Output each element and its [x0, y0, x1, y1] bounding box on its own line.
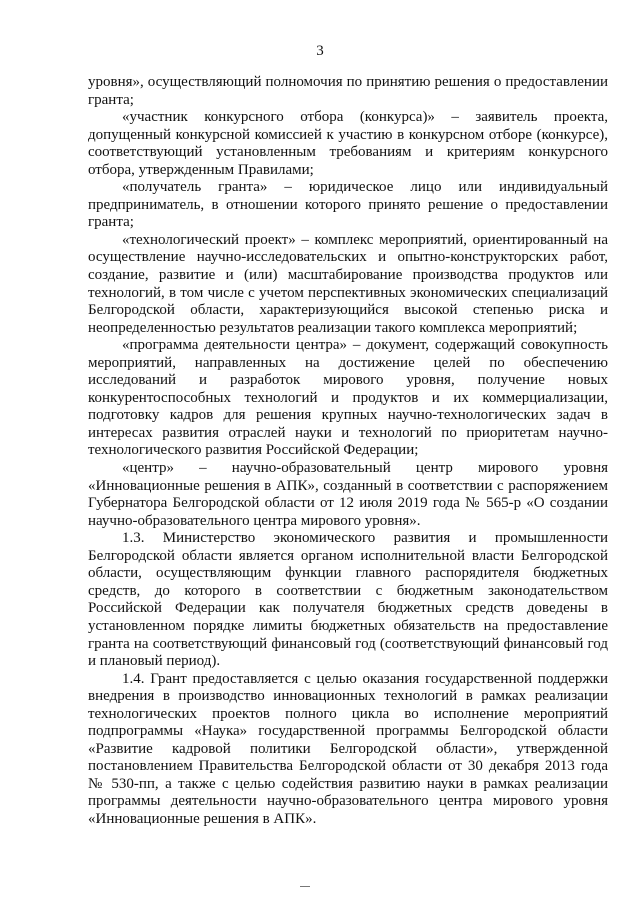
- paragraph-grant-recipient-definition: «получатель гранта» – юридическое лицо или индивидуальный предприниматель, в отношении которого принято решение о предоставлении гранта;: [88, 179, 608, 231]
- page-number: 3: [316, 43, 324, 59]
- paragraph-section-1-4: 1.4. Грант предоставляется с целью оказания государственной поддержки внедрения в производство инновационных технологий в рамках реализации технологических проектов полного цикла во исполнение мероприятий подпрограммы «Наука» государственной программы Белгородской области «Развитие кадровой политики Белгородской области», утвержденной постановлением Правительства Белгородской области от 30 декабря 2013 года № 530-пп, а также с целью содействия развитию науки в рамках реализации программы деятельности научно-образовательного центра мирового уровня «Инновационные решения в АПК».: [88, 670, 608, 827]
- paragraph-technology-project-definition: «технологический проект» – комплекс мероприятий, ориентированный на осуществление научно-исследовательских и опытно-конструкторских работ, создание, развитие и (или) масштабирование производства продуктов или технологий, в том числе с учетом перспективных экономических специализаций Белгородской области, характеризующийся высокой степенью риска и неопределенностью результатов реализации такого комплекса мероприятий;: [88, 231, 608, 336]
- paragraph-section-1-3: 1.3. Министерство экономического развития и промышленности Белгородской области является органом исполнительной власти Белгородской области, осуществляющим функции главного распорядителя бюджетных средств, до которого в соответствии с бюджетным законодательством Российской Федерации как получателя бюджетных средств доведены в установленном порядке лимиты бюджетных обязательств на предоставление гранта на соответствующий финансовый год (соответствующий финансовый год и плановый период).: [88, 530, 608, 670]
- paragraph-contest-participant-definition: «участник конкурсного отбора (конкурса)» – заявитель проекта, допущенный конкурсной комиссией к участию в конкурсном отборе (конкурсе), соответствующий установленным требованиям и критериям конкурсного отбора, утвержденным Правилами;: [88, 109, 608, 178]
- document-body: [88, 74, 608, 829]
- paragraph-center-definition: «центр» – научно-образовательный центр мирового уровня «Инновационные решения в АПК», созданный в соответствии с распоряжением Губернатора Белгородской области от 12 июля 2019 года № 565-р «О создании научно-образовательного центра мирового уровня».: [88, 460, 608, 529]
- paragraph-center-program-definition: «программа деятельности центра» – документ, содержащий совокупность мероприятий, направленных на достижение целей по обеспечению исследований и разработок мирового уровня, получение новых конкурентоспособных технологий и продуктов и их коммерциализации, подготовку кадров для решения крупных научно-технологических задач в интересах развития отраслей науки и технологий по приоритетам научно-технологического развития Российской Федерации;: [88, 337, 608, 459]
- paragraph-continuation: уровня», осуществляющий полномочия по принятию решения о предоставлении гранта;: [88, 74, 608, 108]
- page-bottom-mark: [300, 886, 310, 887]
